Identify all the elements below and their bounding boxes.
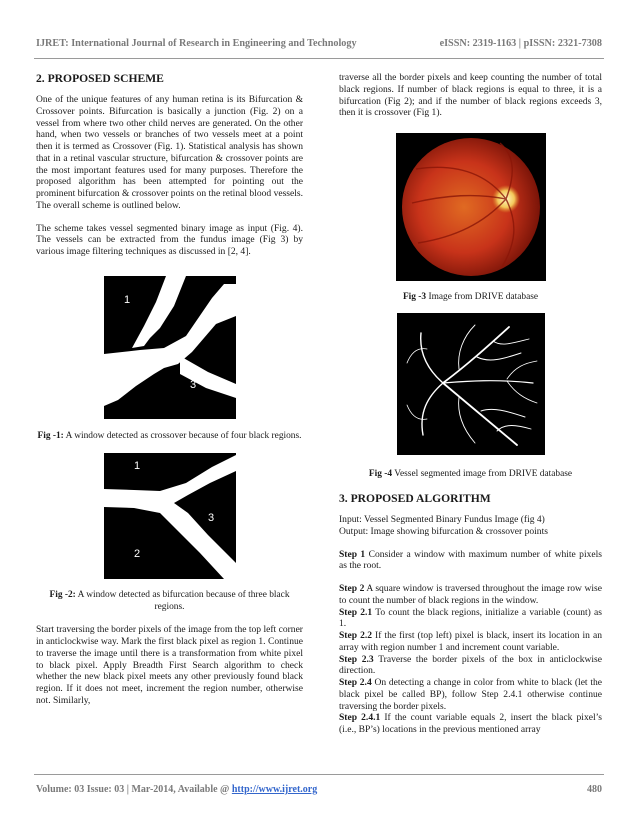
- step-2: [339, 583, 602, 607]
- step-2-4-label: Step 2.4: [339, 677, 372, 688]
- step-2-4-1-label: Step 2.4.1: [339, 712, 381, 724]
- fig4-figure: [339, 313, 602, 455]
- fig2-caption-label: Fig -2:: [49, 590, 76, 601]
- fig1-label-4: 4: [205, 309, 212, 322]
- fig2-bifurcation-window: [104, 453, 236, 579]
- fig2-caption-text: A window detected as bifurcation because of three black regions.: [75, 590, 290, 612]
- step-2-2-text: If the first (top left) pixel is black, insert its location in an array with region number 1 and increment count variable.: [339, 630, 602, 653]
- fig3-figure: [339, 133, 602, 281]
- section-2-title: 2. PROPOSED SCHEME: [36, 72, 164, 85]
- algorithm-io: [339, 514, 602, 538]
- fig3-caption-text: Image from DRIVE database: [426, 292, 539, 302]
- fig1-figure: [36, 276, 303, 419]
- step-1-text: Consider a window with maximum number of white pixels as the root.: [339, 548, 602, 572]
- step-2-1: [339, 607, 602, 631]
- section-3-title: 3. PROPOSED ALGORITHM: [339, 492, 491, 505]
- step-1-label: Step 1: [339, 548, 366, 560]
- fig2-caption: [36, 590, 303, 613]
- fig1-caption-text: A window detected as crossover because of four black regions.: [63, 430, 302, 441]
- fig4-vessel-image: [397, 313, 545, 455]
- left-column: [36, 72, 303, 707]
- page-number: 480: [587, 784, 602, 795]
- step-2-3: [339, 654, 602, 678]
- fig2-label-2: 2: [133, 548, 140, 561]
- step-2-3-label: Step 2.3: [339, 653, 374, 665]
- algorithm-output: Output: Image showing bifurcation & crossover points: [339, 525, 548, 537]
- step-2-4-1: [339, 712, 602, 736]
- fig1-label-1: 1: [123, 293, 130, 306]
- section-2-para-3: Start traversing the border pixels of the image from the top left corner in anticlockwise way. Mark the first black pixel as region 1. Continue to traverse the image until there is a transformation from white pixel to black pixel. Apply Breadth First Search algorithm to check whether the new black pixel meets any other previously found black region. If it does not meet, increment the region number, otherwise not. Similarly,: [36, 624, 303, 706]
- section-2-para-2: The scheme takes vessel segmented binary image as input (Fig. 4). The vessels can be extracted from the fundus image (Fig 3) by various image filtering techniques as discussed in [2, 4].: [36, 222, 303, 257]
- step-2-4-text: On detecting a change in color from white to black (let the black pixel be called BP), follow Step 2.4.1 otherwise continue traversing the border pixels.: [339, 677, 602, 712]
- algorithm-input: Input: Vessel Segmented Binary Fundus Image (fig 4): [339, 514, 545, 525]
- right-column: [339, 72, 602, 736]
- journal-name: IJRET: International Journal of Research in Engineering and Technology: [36, 38, 357, 49]
- fig4-caption-label: Fig -4: [368, 468, 393, 479]
- step-2-4-1-text: If the count variable equals 2, insert the black pixel’s (i.e., BP’s) locations in the previous mentioned array: [339, 712, 602, 735]
- fig2-label-1: 1: [133, 460, 140, 473]
- issn: eISSN: 2319-1163 | pISSN: 2321-7308: [439, 38, 602, 49]
- step-2-text: A square window is traversed throughout the image row wise to count the number of black regions in the window.: [339, 583, 602, 606]
- step-2-2: [339, 630, 602, 654]
- fig3-caption: [339, 292, 602, 304]
- step-2-2-label: Step 2.2: [339, 630, 372, 641]
- step-2-3-text: Traverse the border pixels of the box in anticlockwise direction.: [339, 653, 602, 677]
- fig1-caption-label: Fig -1:: [37, 430, 64, 441]
- header-rule: [34, 58, 604, 59]
- footer-volume-text: Volume: 03 Issue: 03 | Mar-2014, Available @: [36, 784, 232, 795]
- fig4-caption-text: Vessel segmented image from DRIVE database: [392, 468, 573, 479]
- fig2-label-3: 3: [207, 512, 214, 525]
- right-intro: traverse all the border pixels and keep counting the number of total black regions. If number of black regions is equal to three, it is a bifurcation (Fig 2); and if the number of black regions exceeds 3, then it is crossover (Fig 1).: [339, 72, 602, 119]
- fig4-caption: [339, 469, 602, 481]
- fig1-label-2: 2: [117, 357, 124, 370]
- footer-rule: [34, 774, 604, 775]
- fig1-label-3: 3: [189, 378, 196, 391]
- fig2-figure: [36, 453, 303, 579]
- step-2-1-label: Step 2.1: [339, 606, 373, 618]
- journal-link[interactable]: http://www.ijret.org: [231, 784, 318, 795]
- fig3-caption-label: Fig -3: [402, 292, 427, 302]
- footer-volume: [36, 784, 317, 795]
- step-1: [339, 549, 602, 573]
- fig1-crossover-window: [104, 276, 236, 419]
- fig1-caption: [36, 431, 303, 443]
- section-2-para-1: One of the unique features of any human retina is its Bifurcation & Crossover points. Bifurcation is basically a junction (Fig. 2) on a vessel from where two other child nerves are generated. On the other hand, when two vessels or branches of two vessels meet at a point then it is termed as Crossover (Fig. 1). Statistical analysis has shown that in a retinal vascular structure, bifurcation & crossover points are the most important features used for many purposes. Therefore the proposed algorithm has been attempted for pointing out the prominent bifurcation & crossover points on the retinal blood vessels. The overall scheme is outlined below.: [36, 94, 303, 211]
- step-2-label: Step 2: [339, 583, 365, 594]
- step-2-1-text: To count the black regions, initialize a variable (count) as 1.: [339, 606, 602, 630]
- fig3-fundus-image: [396, 133, 546, 281]
- step-2-4: [339, 677, 602, 712]
